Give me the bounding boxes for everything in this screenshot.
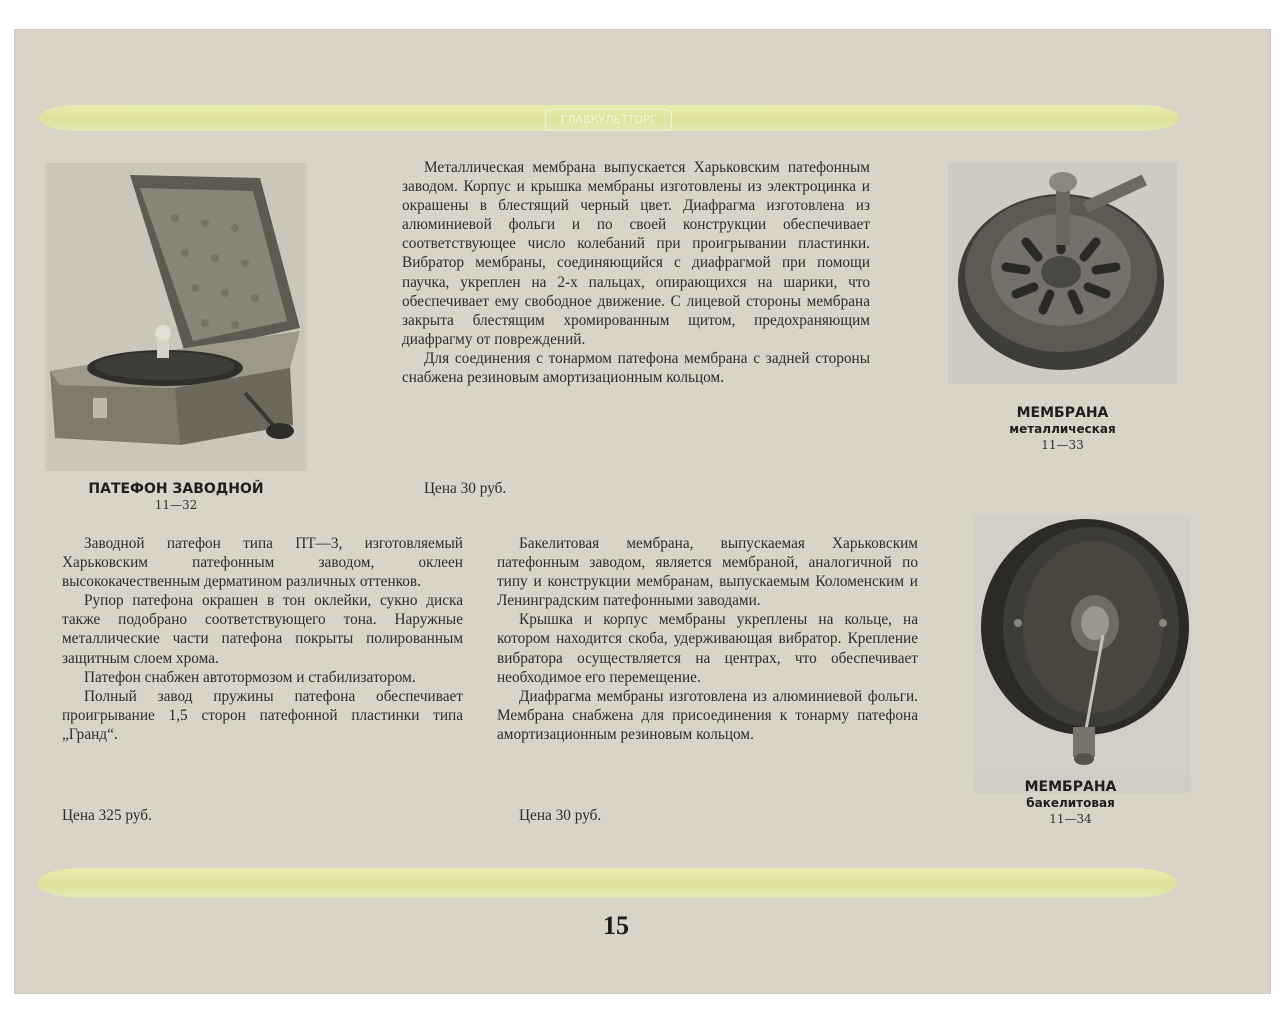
- bakelite-membrane-photo: [973, 515, 1191, 793]
- paragraph: Для соединения с тонармом патефона мембрана с задней стороны снабжена резиновым амортизационным кольцом.: [402, 349, 870, 387]
- paragraph: Заводной патефон типа ПТ—3, изготовляемый Харьковским патефонным заводом, оклеен высококачественным дерматином различных оттенков.: [62, 535, 463, 591]
- metal-membrane-code: 11—33: [1041, 438, 1084, 452]
- paragraph: Патефон снабжен автотормозом и стабилизатором.: [84, 668, 416, 686]
- band-label: ГЛАВКУЛЬТТОРГ: [545, 109, 672, 131]
- bakelite-membrane-subtitle: бакелитовая: [1026, 796, 1115, 810]
- paragraph: Крышка и корпус мембраны укреплены на кольце, на котором находится скоба, удерживающая вибратор. Крепление вибратора осуществляется на центрах, что обеспечивает необходимое его перемещение.: [497, 611, 918, 686]
- metal-membrane-name: МЕМБРАНА: [1016, 405, 1109, 421]
- bakelite-membrane-description: [497, 534, 918, 744]
- paragraph: Полный завод пружины патефона обеспечивает проигрывание 1,5 сторон патефонной пластинки типа „Гранд“.: [62, 687, 463, 743]
- paragraph: Рупор патефона окрашен в тон оклейки, сукно диска также подобрано соответствующего тона. Наружные металлические части патефона покрыты полированным защитным слоем хрома.: [62, 592, 463, 667]
- paragraph: Диафрагма мембраны изготовлена из алюминиевой фольги. Мембрана снабжена для присоединения к тонарму патефона амортизационным резиновым кольцом.: [497, 687, 918, 743]
- metal-membrane-description: [402, 158, 870, 387]
- gramophone-caption: [45, 481, 307, 513]
- metal-membrane-caption: [990, 405, 1135, 453]
- gramophone-code: 11—32: [154, 498, 198, 512]
- gramophone-illustration: [45, 163, 307, 471]
- page-number: 15: [603, 911, 629, 940]
- metal-membrane-illustration: [948, 162, 1177, 384]
- metal-membrane-photo: [948, 162, 1177, 384]
- bakelite-membrane-price: Цена 30 руб.: [519, 807, 602, 824]
- metal-membrane-subtitle: металлическая: [1009, 422, 1116, 436]
- metal-membrane-price: Цена 30 руб.: [424, 480, 507, 497]
- paragraph: Бакелитовая мембрана, выпускаемая Харьковским патефонным заводом, является мембраной, аналогичной по типу и конструкции мембранам, выпускаемым Коломенским и Ленинградским патефонными заводами.: [497, 535, 918, 610]
- bakelite-membrane-illustration: [973, 515, 1191, 773]
- gramophone-name: ПАТЕФОН ЗАВОДНОЙ: [88, 481, 264, 497]
- bakelite-membrane-code: 11—34: [1049, 812, 1092, 826]
- gramophone-description: [62, 534, 463, 744]
- bottom-decorative-band: [37, 868, 1177, 898]
- gramophone-price: Цена 325 руб.: [62, 807, 152, 824]
- bakelite-membrane-caption: [998, 779, 1143, 827]
- paragraph: Металлическая мембрана выпускается Харьковским патефонным заводом. Корпус и крышка мембраны изготовлены из электроцинка и окрашены в блестящий черный цвет. Диафрагма изготовлена из алюминиевой фольги и по своей конструкции обеспечивает соответствующее число колебаний при проигрывании пластинки. Вибратор мембраны, соединяющийся с диафрагмой при помощи паучка, укреплен на 2-х пальцах, опирающихся на шарики, что обеспечивает ему свободное движение. С лицевой стороны мембрана закрыта блестящим хромированным щитом, предохраняющим диафрагму от повреждений.: [402, 159, 870, 348]
- gramophone-photo: [45, 163, 307, 471]
- bakelite-membrane-name: МЕМБРАНА: [1024, 779, 1117, 795]
